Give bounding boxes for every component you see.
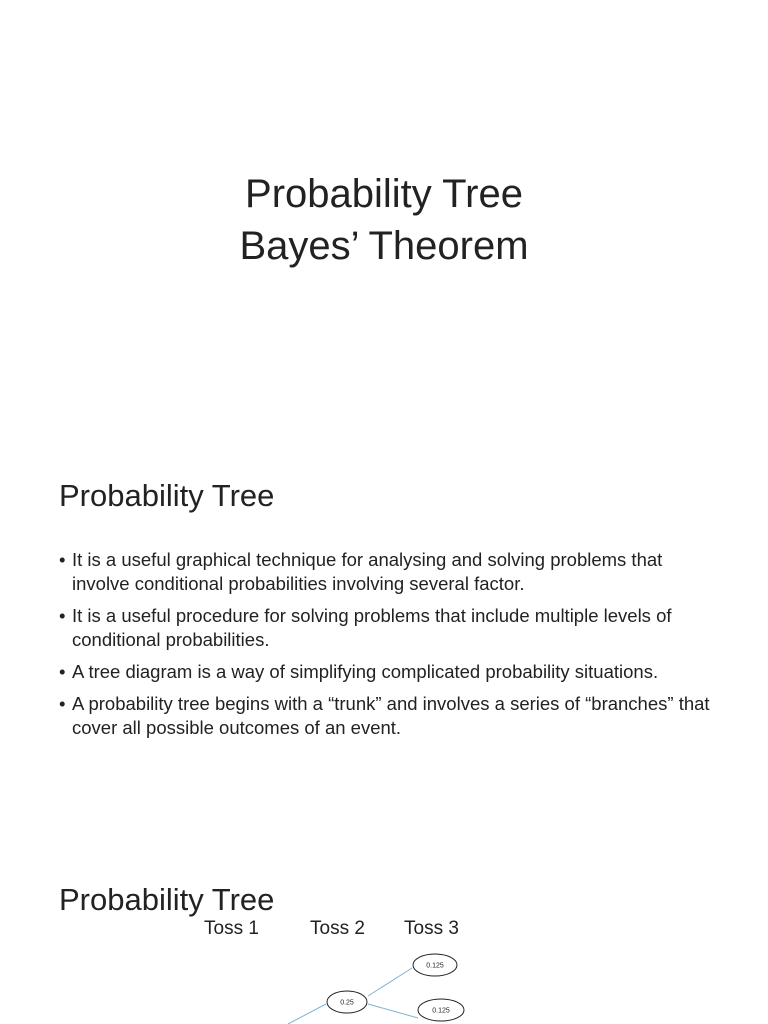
bullet-dot-icon: •: [59, 661, 66, 682]
probability-tree-diagram-slide: [0, 846, 768, 1024]
bullet-item: [59, 604, 719, 652]
cover-title-line-1: Probability Tree: [245, 172, 523, 216]
tree-branch-toss2-to-toss3-lower: [368, 1004, 418, 1018]
probability-tree-diagram: [0, 946, 768, 1024]
toss-3-label: Toss 3: [404, 918, 459, 939]
slide-heading: Probability Tree: [59, 882, 275, 917]
bullet-text: A probability tree begins with a “trunk” and involves a series of “branches” that cover all possible outcomes of an event.: [72, 693, 710, 738]
cover-title-line-2: Bayes’ Theorem: [239, 224, 529, 268]
bullet-text: A tree diagram is a way of simplifying complicated probability situations.: [72, 661, 659, 682]
bullet-list: [59, 548, 719, 748]
bullet-item: [59, 548, 719, 596]
bullet-item: [59, 660, 719, 684]
title-slide: [0, 0, 768, 440]
toss-1-label: Toss 1: [204, 918, 259, 939]
bullet-item: [59, 692, 719, 740]
toss-labels: [0, 918, 768, 946]
tree-node-toss3-upper-label: 0.125: [426, 962, 444, 970]
tree-branch-toss1-to-toss2: [288, 1004, 326, 1024]
tree-branch-toss2-to-toss3-upper: [368, 968, 412, 996]
slide-heading: Probability Tree: [59, 478, 275, 513]
bullet-text: It is a useful graphical technique for analysing and solving problems that involve conditional probabilities involving several factor.: [72, 549, 663, 594]
bullet-text: It is a useful procedure for solving problems that include multiple levels of conditional probabilities.: [72, 605, 672, 650]
cover-title: [0, 168, 768, 272]
tree-node-toss3-lower-label: 0.125: [432, 1007, 450, 1015]
probability-tree-definition-slide: [0, 440, 768, 846]
bullet-dot-icon: •: [59, 693, 66, 714]
bullet-dot-icon: •: [59, 549, 66, 570]
tree-node-toss2-label: 0.25: [340, 999, 354, 1007]
bullet-dot-icon: •: [59, 605, 66, 626]
toss-2-label: Toss 2: [310, 918, 365, 939]
